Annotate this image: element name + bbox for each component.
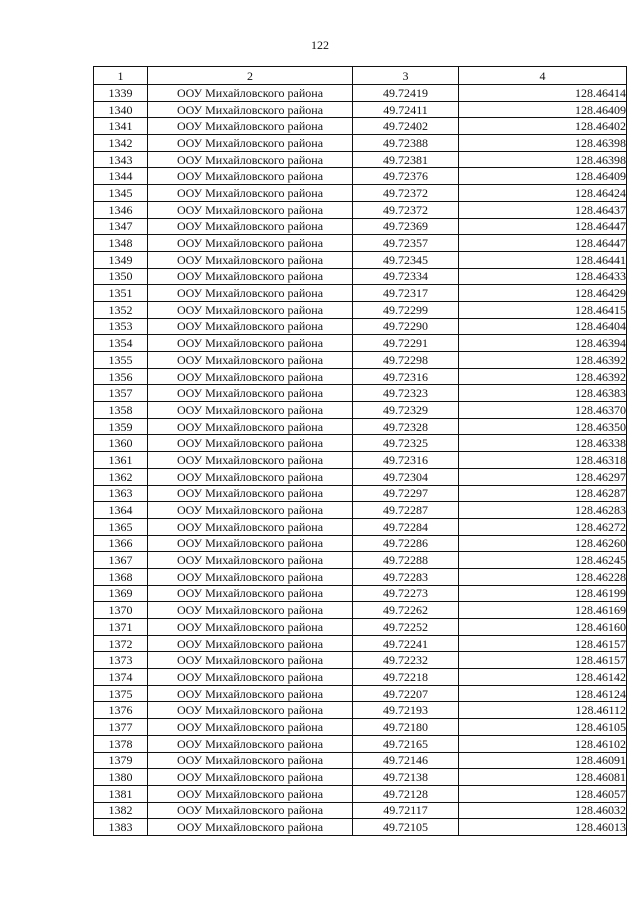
latitude-cell: 49.72328 bbox=[353, 418, 459, 435]
latitude-cell: 49.72376 bbox=[353, 168, 459, 185]
longitude-cell: 128.46102 bbox=[459, 735, 627, 752]
latitude-cell: 49.72316 bbox=[353, 368, 459, 385]
table-body bbox=[94, 85, 627, 836]
longitude-cell: 128.46228 bbox=[459, 568, 627, 585]
row-number-cell: 1367 bbox=[94, 552, 148, 569]
longitude-cell: 128.46283 bbox=[459, 502, 627, 519]
object-name-cell: ООУ Михайловского района bbox=[148, 752, 353, 769]
longitude-cell: 128.46404 bbox=[459, 318, 627, 335]
table-row bbox=[94, 468, 627, 485]
row-number-cell: 1354 bbox=[94, 335, 148, 352]
longitude-cell: 128.46260 bbox=[459, 535, 627, 552]
row-number-cell: 1375 bbox=[94, 685, 148, 702]
longitude-cell: 128.46157 bbox=[459, 652, 627, 669]
table-row bbox=[94, 185, 627, 202]
row-number-cell: 1358 bbox=[94, 402, 148, 419]
table-row bbox=[94, 568, 627, 585]
row-number-cell: 1340 bbox=[94, 101, 148, 118]
table-row bbox=[94, 785, 627, 802]
row-number-cell: 1381 bbox=[94, 785, 148, 802]
row-number-cell: 1360 bbox=[94, 435, 148, 452]
latitude-cell: 49.72180 bbox=[353, 719, 459, 736]
longitude-cell: 128.46398 bbox=[459, 135, 627, 152]
latitude-cell: 49.72329 bbox=[353, 402, 459, 419]
table-row bbox=[94, 702, 627, 719]
row-number-cell: 1356 bbox=[94, 368, 148, 385]
object-name-cell: ООУ Михайловского района bbox=[148, 819, 353, 836]
latitude-cell: 49.72128 bbox=[353, 785, 459, 802]
latitude-cell: 49.72207 bbox=[353, 685, 459, 702]
latitude-cell: 49.72345 bbox=[353, 251, 459, 268]
row-number-cell: 1380 bbox=[94, 769, 148, 786]
row-number-cell: 1339 bbox=[94, 85, 148, 102]
table-row bbox=[94, 485, 627, 502]
longitude-cell: 128.46157 bbox=[459, 635, 627, 652]
table-row bbox=[94, 85, 627, 102]
table-row bbox=[94, 819, 627, 836]
latitude-cell: 49.72357 bbox=[353, 235, 459, 252]
longitude-cell: 128.46441 bbox=[459, 251, 627, 268]
object-name-cell: ООУ Михайловского района bbox=[148, 518, 353, 535]
object-name-cell: ООУ Михайловского района bbox=[148, 669, 353, 686]
table-row bbox=[94, 135, 627, 152]
longitude-cell: 128.46245 bbox=[459, 552, 627, 569]
latitude-cell: 49.72381 bbox=[353, 151, 459, 168]
longitude-cell: 128.46013 bbox=[459, 819, 627, 836]
row-number-cell: 1376 bbox=[94, 702, 148, 719]
table-row bbox=[94, 118, 627, 135]
table-row bbox=[94, 769, 627, 786]
latitude-cell: 49.72283 bbox=[353, 568, 459, 585]
object-name-cell: ООУ Михайловского района bbox=[148, 85, 353, 102]
longitude-cell: 128.46338 bbox=[459, 435, 627, 452]
row-number-cell: 1355 bbox=[94, 352, 148, 369]
object-name-cell: ООУ Михайловского района bbox=[148, 352, 353, 369]
table-row bbox=[94, 635, 627, 652]
latitude-cell: 49.72299 bbox=[353, 301, 459, 318]
table-row bbox=[94, 402, 627, 419]
object-name-cell: ООУ Михайловского района bbox=[148, 635, 353, 652]
latitude-cell: 49.72218 bbox=[353, 669, 459, 686]
row-number-cell: 1353 bbox=[94, 318, 148, 335]
table-row bbox=[94, 352, 627, 369]
column-header-4: 4 bbox=[459, 67, 627, 85]
table-row bbox=[94, 301, 627, 318]
object-name-cell: ООУ Михайловского района bbox=[148, 101, 353, 118]
longitude-cell: 128.46402 bbox=[459, 118, 627, 135]
row-number-cell: 1377 bbox=[94, 719, 148, 736]
longitude-cell: 128.46272 bbox=[459, 518, 627, 535]
table-row bbox=[94, 502, 627, 519]
longitude-cell: 128.46429 bbox=[459, 285, 627, 302]
table-row bbox=[94, 335, 627, 352]
latitude-cell: 49.72316 bbox=[353, 452, 459, 469]
longitude-cell: 128.46318 bbox=[459, 452, 627, 469]
latitude-cell: 49.72291 bbox=[353, 335, 459, 352]
object-name-cell: ООУ Михайловского района bbox=[148, 418, 353, 435]
row-number-cell: 1359 bbox=[94, 418, 148, 435]
longitude-cell: 128.46437 bbox=[459, 201, 627, 218]
latitude-cell: 49.72419 bbox=[353, 85, 459, 102]
page-number: 122 bbox=[311, 38, 329, 52]
table-row bbox=[94, 719, 627, 736]
latitude-cell: 49.72262 bbox=[353, 602, 459, 619]
latitude-cell: 49.72290 bbox=[353, 318, 459, 335]
object-name-cell: ООУ Михайловского района bbox=[148, 268, 353, 285]
object-name-cell: ООУ Михайловского района bbox=[148, 118, 353, 135]
row-number-cell: 1357 bbox=[94, 385, 148, 402]
table-row bbox=[94, 385, 627, 402]
object-name-cell: ООУ Михайловского района bbox=[148, 502, 353, 519]
table-row bbox=[94, 235, 627, 252]
row-number-cell: 1349 bbox=[94, 251, 148, 268]
row-number-cell: 1379 bbox=[94, 752, 148, 769]
latitude-cell: 49.72388 bbox=[353, 135, 459, 152]
table-row bbox=[94, 652, 627, 669]
table-row bbox=[94, 669, 627, 686]
column-header-3: 3 bbox=[353, 67, 459, 85]
longitude-cell: 128.46032 bbox=[459, 802, 627, 819]
longitude-cell: 128.46112 bbox=[459, 702, 627, 719]
object-name-cell: ООУ Михайловского района bbox=[148, 452, 353, 469]
object-name-cell: ООУ Михайловского района bbox=[148, 385, 353, 402]
object-name-cell: ООУ Михайловского района bbox=[148, 769, 353, 786]
longitude-cell: 128.46409 bbox=[459, 168, 627, 185]
latitude-cell: 49.72105 bbox=[353, 819, 459, 836]
latitude-cell: 49.72286 bbox=[353, 535, 459, 552]
object-name-cell: ООУ Михайловского района bbox=[148, 652, 353, 669]
table-row bbox=[94, 168, 627, 185]
row-number-cell: 1382 bbox=[94, 802, 148, 819]
object-name-cell: ООУ Михайловского района bbox=[148, 685, 353, 702]
object-name-cell: ООУ Михайловского района bbox=[148, 335, 353, 352]
object-name-cell: ООУ Михайловского района bbox=[148, 402, 353, 419]
row-number-cell: 1344 bbox=[94, 168, 148, 185]
object-name-cell: ООУ Михайловского района bbox=[148, 619, 353, 636]
table-header-row bbox=[94, 67, 627, 85]
table-row bbox=[94, 101, 627, 118]
latitude-cell: 49.72369 bbox=[353, 218, 459, 235]
row-number-cell: 1341 bbox=[94, 118, 148, 135]
object-name-cell: ООУ Михайловского района bbox=[148, 785, 353, 802]
row-number-cell: 1366 bbox=[94, 535, 148, 552]
row-number-cell: 1368 bbox=[94, 568, 148, 585]
longitude-cell: 128.46091 bbox=[459, 752, 627, 769]
object-name-cell: ООУ Михайловского района bbox=[148, 201, 353, 218]
latitude-cell: 49.72372 bbox=[353, 185, 459, 202]
latitude-cell: 49.72193 bbox=[353, 702, 459, 719]
longitude-cell: 128.46392 bbox=[459, 368, 627, 385]
longitude-cell: 128.46433 bbox=[459, 268, 627, 285]
longitude-cell: 128.46424 bbox=[459, 185, 627, 202]
table-row bbox=[94, 151, 627, 168]
table-row bbox=[94, 318, 627, 335]
table-row bbox=[94, 218, 627, 235]
table-row bbox=[94, 602, 627, 619]
table-row bbox=[94, 585, 627, 602]
latitude-cell: 49.72117 bbox=[353, 802, 459, 819]
latitude-cell: 49.72402 bbox=[353, 118, 459, 135]
longitude-cell: 128.46160 bbox=[459, 619, 627, 636]
table-row bbox=[94, 735, 627, 752]
latitude-cell: 49.72411 bbox=[353, 101, 459, 118]
longitude-cell: 128.46370 bbox=[459, 402, 627, 419]
table-row bbox=[94, 535, 627, 552]
latitude-cell: 49.72287 bbox=[353, 502, 459, 519]
latitude-cell: 49.72334 bbox=[353, 268, 459, 285]
object-name-cell: ООУ Михайловского района bbox=[148, 602, 353, 619]
latitude-cell: 49.72372 bbox=[353, 201, 459, 218]
longitude-cell: 128.46394 bbox=[459, 335, 627, 352]
row-number-cell: 1352 bbox=[94, 301, 148, 318]
object-name-cell: ООУ Михайловского района bbox=[148, 151, 353, 168]
longitude-cell: 128.46199 bbox=[459, 585, 627, 602]
row-number-cell: 1369 bbox=[94, 585, 148, 602]
row-number-cell: 1371 bbox=[94, 619, 148, 636]
latitude-cell: 49.72232 bbox=[353, 652, 459, 669]
table-row bbox=[94, 368, 627, 385]
latitude-cell: 49.72317 bbox=[353, 285, 459, 302]
row-number-cell: 1347 bbox=[94, 218, 148, 235]
longitude-cell: 128.46409 bbox=[459, 101, 627, 118]
object-name-cell: ООУ Михайловского района bbox=[148, 568, 353, 585]
latitude-cell: 49.72325 bbox=[353, 435, 459, 452]
table-row bbox=[94, 518, 627, 535]
object-name-cell: ООУ Михайловского района bbox=[148, 435, 353, 452]
object-name-cell: ООУ Михайловского района bbox=[148, 168, 353, 185]
latitude-cell: 49.72146 bbox=[353, 752, 459, 769]
row-number-cell: 1378 bbox=[94, 735, 148, 752]
table-row bbox=[94, 685, 627, 702]
longitude-cell: 128.46124 bbox=[459, 685, 627, 702]
column-header-1: 1 bbox=[94, 67, 148, 85]
latitude-cell: 49.72298 bbox=[353, 352, 459, 369]
table-row bbox=[94, 285, 627, 302]
table-row bbox=[94, 418, 627, 435]
latitude-cell: 49.72304 bbox=[353, 468, 459, 485]
longitude-cell: 128.46169 bbox=[459, 602, 627, 619]
latitude-cell: 49.72165 bbox=[353, 735, 459, 752]
row-number-cell: 1383 bbox=[94, 819, 148, 836]
longitude-cell: 128.46081 bbox=[459, 769, 627, 786]
latitude-cell: 49.72288 bbox=[353, 552, 459, 569]
object-name-cell: ООУ Михайловского района bbox=[148, 251, 353, 268]
object-name-cell: ООУ Михайловского района bbox=[148, 552, 353, 569]
row-number-cell: 1345 bbox=[94, 185, 148, 202]
longitude-cell: 128.46350 bbox=[459, 418, 627, 435]
longitude-cell: 128.46105 bbox=[459, 719, 627, 736]
row-number-cell: 1362 bbox=[94, 468, 148, 485]
row-number-cell: 1373 bbox=[94, 652, 148, 669]
object-name-cell: ООУ Михайловского района bbox=[148, 185, 353, 202]
table-row bbox=[94, 752, 627, 769]
longitude-cell: 128.46392 bbox=[459, 352, 627, 369]
table-row bbox=[94, 251, 627, 268]
longitude-cell: 128.46447 bbox=[459, 235, 627, 252]
latitude-cell: 49.72241 bbox=[353, 635, 459, 652]
latitude-cell: 49.72323 bbox=[353, 385, 459, 402]
longitude-cell: 128.46383 bbox=[459, 385, 627, 402]
object-name-cell: ООУ Михайловского района bbox=[148, 485, 353, 502]
longitude-cell: 128.46414 bbox=[459, 85, 627, 102]
table-row bbox=[94, 802, 627, 819]
latitude-cell: 49.72297 bbox=[353, 485, 459, 502]
column-header-2: 2 bbox=[148, 67, 353, 85]
table-row bbox=[94, 268, 627, 285]
latitude-cell: 49.72284 bbox=[353, 518, 459, 535]
row-number-cell: 1351 bbox=[94, 285, 148, 302]
object-name-cell: ООУ Михайловского района bbox=[148, 535, 353, 552]
row-number-cell: 1348 bbox=[94, 235, 148, 252]
row-number-cell: 1374 bbox=[94, 669, 148, 686]
object-name-cell: ООУ Михайловского района bbox=[148, 802, 353, 819]
row-number-cell: 1365 bbox=[94, 518, 148, 535]
longitude-cell: 128.46415 bbox=[459, 301, 627, 318]
longitude-cell: 128.46398 bbox=[459, 151, 627, 168]
coordinates-table bbox=[93, 66, 627, 836]
latitude-cell: 49.72273 bbox=[353, 585, 459, 602]
latitude-cell: 49.72252 bbox=[353, 619, 459, 636]
object-name-cell: ООУ Михайловского района bbox=[148, 468, 353, 485]
row-number-cell: 1370 bbox=[94, 602, 148, 619]
row-number-cell: 1364 bbox=[94, 502, 148, 519]
row-number-cell: 1350 bbox=[94, 268, 148, 285]
longitude-cell: 128.46447 bbox=[459, 218, 627, 235]
object-name-cell: ООУ Михайловского района bbox=[148, 585, 353, 602]
object-name-cell: ООУ Михайловского района bbox=[148, 301, 353, 318]
object-name-cell: ООУ Михайловского района bbox=[148, 735, 353, 752]
object-name-cell: ООУ Михайловского района bbox=[148, 285, 353, 302]
table-row bbox=[94, 435, 627, 452]
longitude-cell: 128.46057 bbox=[459, 785, 627, 802]
object-name-cell: ООУ Михайловского района bbox=[148, 235, 353, 252]
longitude-cell: 128.46142 bbox=[459, 669, 627, 686]
object-name-cell: ООУ Михайловского района bbox=[148, 702, 353, 719]
object-name-cell: ООУ Михайловского района bbox=[148, 135, 353, 152]
table-row bbox=[94, 452, 627, 469]
row-number-cell: 1372 bbox=[94, 635, 148, 652]
row-number-cell: 1363 bbox=[94, 485, 148, 502]
latitude-cell: 49.72138 bbox=[353, 769, 459, 786]
table-row bbox=[94, 619, 627, 636]
object-name-cell: ООУ Михайловского района bbox=[148, 368, 353, 385]
longitude-cell: 128.46297 bbox=[459, 468, 627, 485]
table-row bbox=[94, 201, 627, 218]
row-number-cell: 1346 bbox=[94, 201, 148, 218]
row-number-cell: 1342 bbox=[94, 135, 148, 152]
object-name-cell: ООУ Михайловского района bbox=[148, 719, 353, 736]
object-name-cell: ООУ Михайловского района bbox=[148, 218, 353, 235]
row-number-cell: 1343 bbox=[94, 151, 148, 168]
row-number-cell: 1361 bbox=[94, 452, 148, 469]
table-row bbox=[94, 552, 627, 569]
object-name-cell: ООУ Михайловского района bbox=[148, 318, 353, 335]
longitude-cell: 128.46287 bbox=[459, 485, 627, 502]
